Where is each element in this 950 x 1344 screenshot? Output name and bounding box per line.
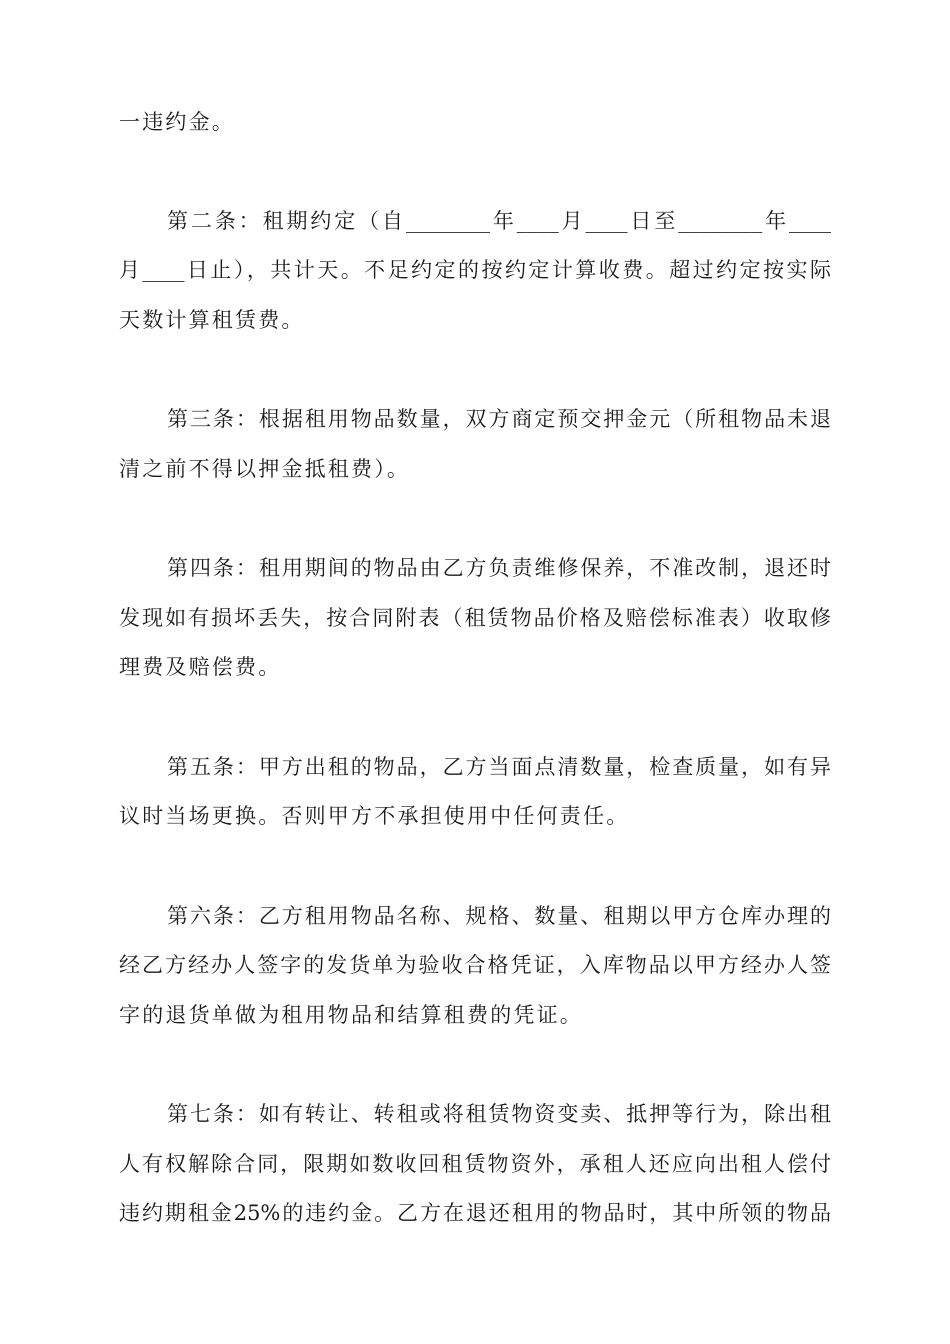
article-6-line-1: 第六条：乙方租用物品名称、规格、数量、租期以甲方仓库办理的	[167, 904, 831, 928]
article-4-line-3: 理费及赔偿费。	[119, 655, 282, 679]
article-2-line-1: 第二条：租期约定（自________年____月____日至________年____	[167, 209, 831, 233]
article-3-line-2: 清之前不得以押金抵租费）。	[119, 457, 411, 481]
article-4-line-2: 发现如有损坏丢失，按合同附表（租赁物品价格及赔偿标准表）收取修	[119, 606, 831, 630]
article-5-line-2: 议时当场更换。否则甲方不承担使用中任何责任。	[119, 804, 630, 828]
paragraph-tail-line-1: 一违约金。	[119, 110, 235, 134]
article-2-line-3: 天数计算租赁费。	[119, 308, 305, 332]
article-6-line-3: 字的退货单做为租用物品和结算租费的凭证。	[119, 1003, 583, 1027]
article-4-line-1: 第四条：租用期间的物品由乙方负责维修保养，不准改制，退还时	[167, 556, 831, 580]
article-3-line-1: 第三条：根据租用物品数量，双方商定预交押金元（所租物品未退	[167, 407, 831, 431]
article-7-line-3: 违约期租金25%的违约金。乙方在退还租用的物品时，其中所领的物品	[119, 1201, 831, 1225]
article-2-line-2: 月____日止），共计天。不足约定的按约定计算收费。超过约定按实际	[119, 258, 831, 282]
article-7-line-1: 第七条：如有转让、转租或将租赁物资变卖、抵押等行为，除出租	[167, 1102, 831, 1126]
article-7-line-2: 人有权解除合同，限期如数收回租赁物资外，承租人还应向出租人偿付	[119, 1152, 831, 1176]
article-6-line-2: 经乙方经办人签字的发货单为验收合格凭证，入库物品以甲方经办人签	[119, 953, 831, 977]
article-5-line-1: 第五条：甲方出租的物品，乙方当面点清数量，检查质量，如有异	[167, 755, 831, 779]
